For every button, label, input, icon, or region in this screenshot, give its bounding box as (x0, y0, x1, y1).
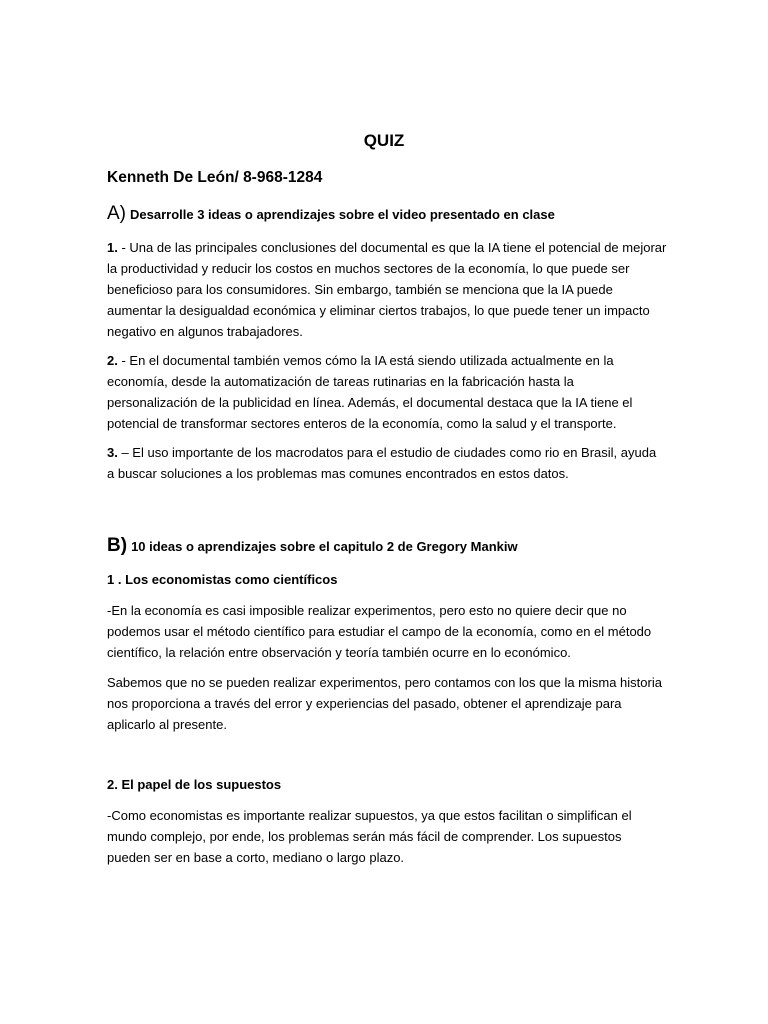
item-number: 1. (107, 240, 118, 255)
topic-1-paragraph-2: Sabemos que no se pueden realizar experimentos, pero contamos con los que la misma historia nos proporciona a través del error y experiencias del pasado, obtener el aprendizaje para aplicarlo al presente. (107, 675, 662, 732)
section-b-heading (107, 535, 518, 557)
item-number: 3. (107, 445, 118, 460)
topic-1-heading: 1 . Los economistas como científicos (107, 572, 338, 587)
page-title: QUIZ (363, 131, 405, 150)
section-a-letter: A) (107, 203, 126, 224)
section-b-heading-text: 10 ideas o aprendizajes sobre el capitulo 2 de Gregory Mankiw (131, 539, 518, 554)
author-line: Kenneth De León/ 8-968-1284 (107, 169, 323, 186)
topic-1-paragraph-1: -En la economía es casi imposible realizar experimentos, pero esto no quiere decir que no podemos usar el método científico para estudiar el campo de la economía, como en el método científico, la relación entre observación y teoría también ocurre en lo económico. (107, 603, 652, 660)
item-number: 2. (107, 353, 118, 368)
topic-2-heading: 2. El papel de los supuestos (107, 777, 282, 792)
section-a-heading (107, 203, 555, 225)
section-a-item-3 (107, 442, 667, 484)
item-text: - En el documental también vemos cómo la IA está siendo utilizada actualmente en la economía, desde la automatización de tareas rutinarias en la fabricación hasta la personalización de la publicidad en línea. Además, el documental destaca que la IA tiene el potencial de transformar sectores enteros de la economía, como la salud y el transporte. (107, 353, 633, 431)
section-a-item-2 (107, 350, 667, 434)
topic-2-paragraph-1: -Como economistas es importante realizar supuestos, ya que estos facilitan o simplifican el mundo complejo, por ende, los problemas serán más fácil de comprender. Los supuestos pueden ser en base a corto, mediano o largo plazo. (107, 808, 632, 865)
item-text: - Una de las principales conclusiones del documental es que la IA tiene el potencial de mejorar la productividad y reducir los costos en muchos sectores de la economía, lo que puede ser beneficioso para los consumidores. Sin embargo, también se menciona que la IA puede aumentar la desigualdad económica y eliminar ciertos trabajos, lo que puede tener un impacto negativo en algunos trabajadores. (107, 240, 667, 339)
section-a-heading-text: Desarrolle 3 ideas o aprendizajes sobre el video presentado en clase (130, 207, 555, 222)
section-b-letter: B) (107, 535, 128, 556)
item-text: – El uso importante de los macrodatos para el estudio de ciudades como rio en Brasil, ayuda a buscar soluciones a los problemas mas comunes encontrados en estos datos. (107, 445, 657, 481)
section-a-item-1 (107, 237, 667, 342)
